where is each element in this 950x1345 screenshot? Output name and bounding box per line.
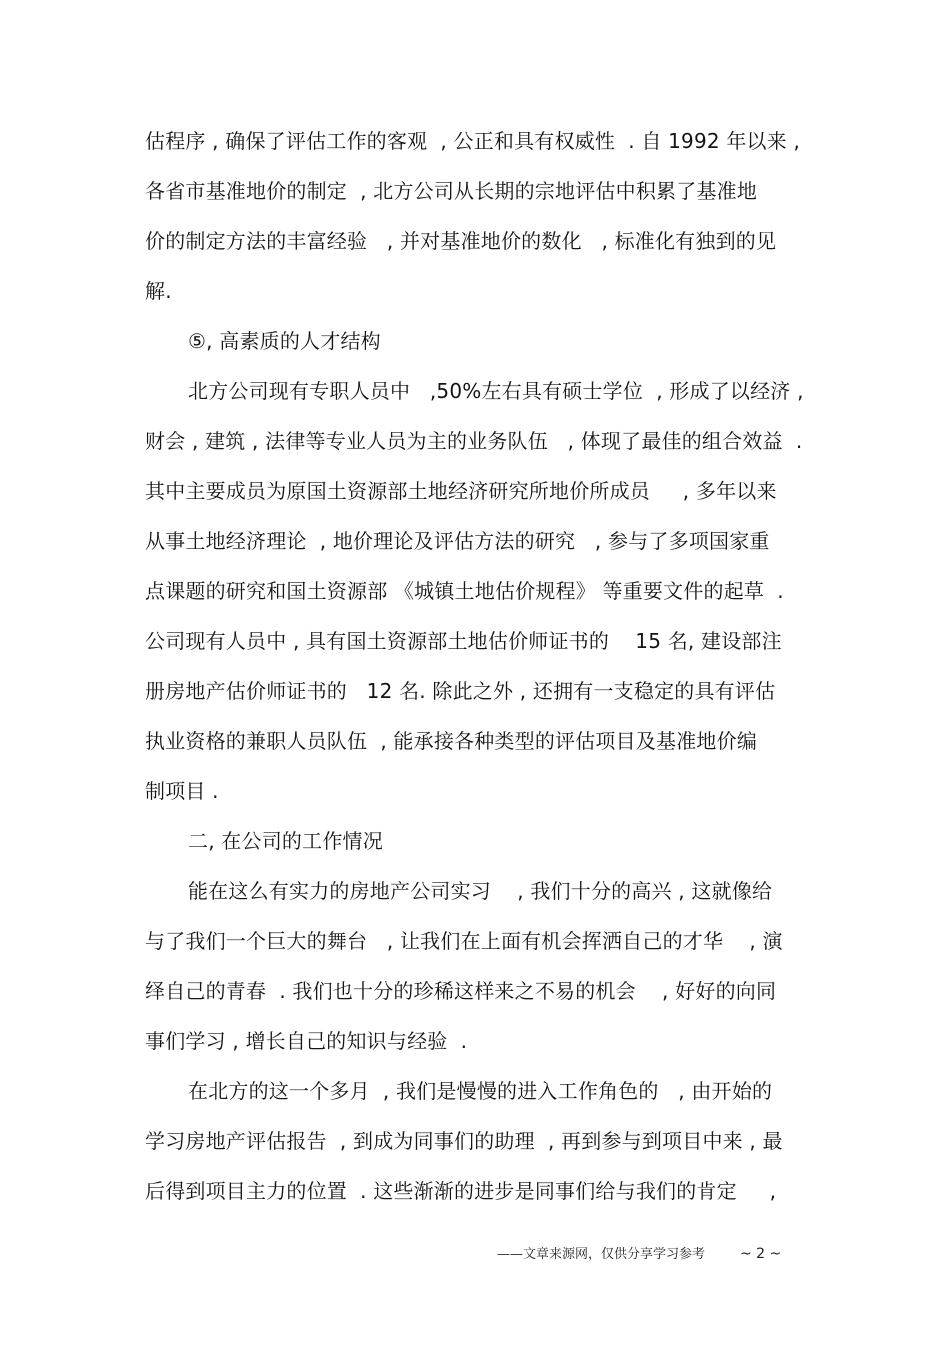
text-line: 与了我们一个巨大的舞台 , 让我们在上面有机会挥洒自己的才华 , 演 (145, 929, 783, 953)
text-line: 点课题的研究和国土资源部 《城镇土地估价规程》 等重要文件的起草 . (145, 579, 784, 603)
text-line: 北方公司现有专职人员中 ,50%左右具有硕士学位 , 形成了以经济 , (188, 379, 804, 403)
text-line: 价的制定方法的丰富经验 , 并对基准地价的数化 , 标准化有独到的见 (145, 229, 777, 253)
text-line: 学习房地产评估报告 , 到成为同事们的助理 , 再到参与到项目中来 , 最 (145, 1129, 783, 1153)
text-line: 事们学习 , 增长自己的知识与经验 . (145, 1029, 468, 1053)
text-line: 执业资格的兼职人员队伍 , 能承接各种类型的评估项目及基准地价编 (145, 729, 758, 753)
text-line: 财会 , 建筑 , 法律等专业人员为主的业务队伍 , 体现了最佳的组合效益 . (145, 429, 803, 453)
text-line: 后得到项目主力的位置 . 这些渐渐的进步是同事们给与我们的肯定 , (145, 1179, 777, 1203)
section-heading: 二, 在公司的工作情况 (188, 829, 383, 853)
text-line: 估程序 , 确保了评估工作的客观 , 公正和具有权威性 . 自 1992 年以来 , (145, 129, 801, 153)
text-line: 册房地产估价师证书的 12 名. 除此之外 , 还拥有一支稳定的具有评估 (145, 679, 776, 703)
text-line: 从事土地经济理论 , 地价理论及评估方法的研究 , 参与了多项国家重 (145, 529, 770, 553)
text-line: 各省市基准地价的制定 , 北方公司从长期的宗地评估中积累了基准地 (145, 179, 758, 203)
text-line: 制项目 . (145, 779, 219, 803)
page-number: ~ 2 ~ (740, 1246, 782, 1262)
text-line: 能在这么有实力的房地产公司实习 , 我们十分的高兴 , 这就像给 (188, 879, 773, 903)
text-line: 其中主要成员为原国土资源部土地经济研究所地价所成员 , 多年以来 (145, 479, 777, 503)
footer-source: ——文章来源网，仅供分享学习参考 (497, 1247, 706, 1262)
text-line: 公司现有人员中 , 具有国土资源部土地估价师证书的 15 名, 建设部注 (145, 629, 782, 653)
text-line: 解. (145, 279, 172, 303)
text-line: 在北方的这一个多月 , 我们是慢慢的进入工作角色的 , 由开始的 (188, 1079, 773, 1103)
section-heading: ⑤, 高素质的人才结构 (188, 329, 381, 353)
text-line: 绎自己的青春 . 我们也十分的珍稀这样来之不易的机会 , 好好的向同 (145, 979, 777, 1003)
